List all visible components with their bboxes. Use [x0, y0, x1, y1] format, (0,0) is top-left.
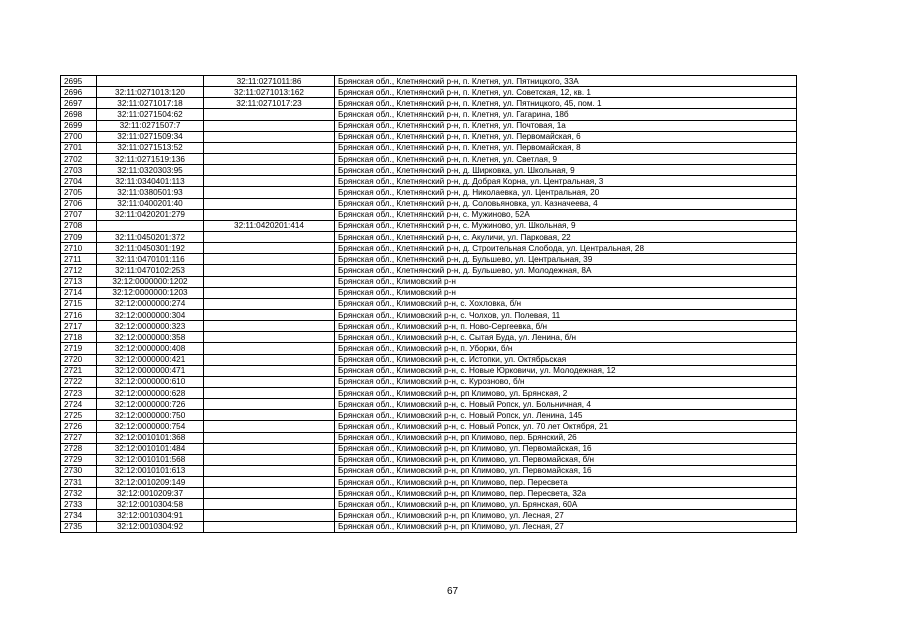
table-row [61, 410, 797, 421]
table-row [61, 187, 797, 198]
object-cadastral-number-cell [204, 265, 335, 276]
object-cadastral-number-cell [204, 254, 335, 265]
object-cadastral-number-cell [204, 443, 335, 454]
cadastral-number-cell: 32:11:0271509:34 [97, 131, 204, 142]
object-cadastral-number-cell [204, 521, 335, 532]
table-row [61, 465, 797, 476]
object-cadastral-number-cell [204, 477, 335, 488]
cadastral-number-cell: 32:12:0000000:1203 [97, 287, 204, 298]
row-number-cell: 2706 [61, 198, 97, 209]
cadastral-number-cell: 32:12:0010304:58 [97, 499, 204, 510]
object-cadastral-number-cell [204, 432, 335, 443]
object-cadastral-number-cell [204, 309, 335, 320]
row-number-cell: 2709 [61, 231, 97, 242]
object-cadastral-number-cell [204, 343, 335, 354]
row-number-cell: 2731 [61, 477, 97, 488]
table-row [61, 521, 797, 532]
cadastral-number-cell: 32:12:0000000:274 [97, 298, 204, 309]
table-row [61, 343, 797, 354]
table-row [61, 399, 797, 410]
table-row [61, 499, 797, 510]
object-cadastral-number-cell: 32:11:0271017:23 [204, 98, 335, 109]
table-row [61, 76, 797, 87]
table-row [61, 176, 797, 187]
cadastral-number-cell: 32:11:0271513:52 [97, 142, 204, 153]
table-row [61, 243, 797, 254]
cadastral-number-cell [97, 76, 204, 87]
address-cell: Брянская обл., Климовский р-н, рп Климово, ул. Брянская, 2 [335, 387, 797, 398]
row-number-cell: 2722 [61, 376, 97, 387]
row-number-cell: 2723 [61, 387, 97, 398]
object-cadastral-number-cell [204, 231, 335, 242]
address-cell: Брянская обл., Климовский р-н, рп Климово, ул. Лесная, 27 [335, 510, 797, 521]
cadastral-number-cell: 32:11:0271507:7 [97, 120, 204, 131]
table-row [61, 220, 797, 231]
row-number-cell: 2719 [61, 343, 97, 354]
cadastral-number-cell: 32:11:0380501:93 [97, 187, 204, 198]
object-cadastral-number-cell [204, 187, 335, 198]
cadastral-number-cell: 32:12:0010101:613 [97, 465, 204, 476]
row-number-cell: 2699 [61, 120, 97, 131]
address-cell: Брянская обл., Климовский р-н, рп Климово, ул. Лесная, 27 [335, 521, 797, 532]
table-row [61, 109, 797, 120]
address-cell: Брянская обл., Климовский р-н, рп Климово, пер. Пересвета [335, 477, 797, 488]
row-number-cell: 2715 [61, 298, 97, 309]
row-number-cell: 2724 [61, 399, 97, 410]
address-cell: Брянская обл., Клетнянский р-н, п. Клетня, ул. Первомайская, 8 [335, 142, 797, 153]
cadastral-number-cell: 32:12:0000000:358 [97, 332, 204, 343]
address-cell: Брянская обл., Климовский р-н, с. Чолхов, ул. Полевая, 11 [335, 309, 797, 320]
object-cadastral-number-cell [204, 321, 335, 332]
row-number-cell: 2707 [61, 209, 97, 220]
object-cadastral-number-cell [204, 131, 335, 142]
table-row [61, 510, 797, 521]
cadastral-register-table [60, 75, 797, 533]
row-number-cell: 2726 [61, 421, 97, 432]
object-cadastral-number-cell [204, 510, 335, 521]
object-cadastral-number-cell [204, 287, 335, 298]
table-row [61, 454, 797, 465]
address-cell: Брянская обл., Климовский р-н [335, 287, 797, 298]
cadastral-number-cell: 32:12:0000000:323 [97, 321, 204, 332]
address-cell: Брянская обл., Клетнянский р-н, д. Ширковка, ул. Школьная, 9 [335, 165, 797, 176]
object-cadastral-number-cell [204, 298, 335, 309]
table-row [61, 198, 797, 209]
table-row [61, 421, 797, 432]
cadastral-number-cell: 32:11:0271013:120 [97, 87, 204, 98]
row-number-cell: 2705 [61, 187, 97, 198]
row-number-cell: 2696 [61, 87, 97, 98]
object-cadastral-number-cell [204, 421, 335, 432]
table-row [61, 432, 797, 443]
object-cadastral-number-cell [204, 109, 335, 120]
object-cadastral-number-cell: 32:11:0271011:86 [204, 76, 335, 87]
row-number-cell: 2716 [61, 309, 97, 320]
address-cell: Брянская обл., Клетнянский р-н, п. Клетня, ул. Гагарина, 18б [335, 109, 797, 120]
address-cell: Брянская обл., Климовский р-н, с. Сытая Буда, ул. Ленина, б/н [335, 332, 797, 343]
table-row [61, 387, 797, 398]
table-row [61, 321, 797, 332]
address-cell: Брянская обл., Климовский р-н, рп Климово, ул. Брянская, 60А [335, 499, 797, 510]
address-cell: Брянская обл., Климовский р-н, с. Новый Ропск, ул. Больничная, 4 [335, 399, 797, 410]
row-number-cell: 2711 [61, 254, 97, 265]
page-number: 67 [446, 586, 459, 597]
address-cell: Брянская обл., Клетнянский р-н, с. Мужиново, 52А [335, 209, 797, 220]
cadastral-number-cell: 32:11:0400201:40 [97, 198, 204, 209]
object-cadastral-number-cell [204, 165, 335, 176]
row-number-cell: 2712 [61, 265, 97, 276]
object-cadastral-number-cell [204, 209, 335, 220]
table-body [61, 76, 797, 533]
address-cell: Брянская обл., Клетнянский р-н, д. Бульшево, ул. Молодежная, 8А [335, 265, 797, 276]
cadastral-number-cell: 32:11:0470101:116 [97, 254, 204, 265]
row-number-cell: 2729 [61, 454, 97, 465]
row-number-cell: 2714 [61, 287, 97, 298]
cadastral-number-cell: 32:11:0320303:95 [97, 165, 204, 176]
cadastral-number-cell: 32:12:0000000:750 [97, 410, 204, 421]
cadastral-number-cell: 32:12:0000000:471 [97, 365, 204, 376]
row-number-cell: 2721 [61, 365, 97, 376]
table-row [61, 165, 797, 176]
object-cadastral-number-cell [204, 332, 335, 343]
table-row [61, 354, 797, 365]
cadastral-number-cell: 32:12:0010209:149 [97, 477, 204, 488]
cadastral-number-cell: 32:11:0450201:372 [97, 231, 204, 242]
table-row [61, 153, 797, 164]
address-cell: Брянская обл., Клетнянский р-н, д. Строительная Слобода, ул. Центральная, 28 [335, 243, 797, 254]
table-row [61, 265, 797, 276]
row-number-cell: 2695 [61, 76, 97, 87]
object-cadastral-number-cell [204, 499, 335, 510]
cadastral-number-cell: 32:12:0010209:37 [97, 488, 204, 499]
cadastral-number-cell: 32:11:0271519:136 [97, 153, 204, 164]
address-cell: Брянская обл., Климовский р-н, с. Курознoво, б/н [335, 376, 797, 387]
row-number-cell: 2728 [61, 443, 97, 454]
row-number-cell: 2720 [61, 354, 97, 365]
address-cell: Брянская обл., Климовский р-н, п. Ново-Сергеевка, б/н [335, 321, 797, 332]
table-row [61, 276, 797, 287]
object-cadastral-number-cell [204, 354, 335, 365]
cadastral-number-cell: 32:12:0010101:368 [97, 432, 204, 443]
row-number-cell: 2718 [61, 332, 97, 343]
cadastral-number-cell: 32:12:0010304:92 [97, 521, 204, 532]
cadastral-number-cell: 32:11:0450301:192 [97, 243, 204, 254]
cadastral-number-cell [97, 220, 204, 231]
table-row [61, 488, 797, 499]
address-cell: Брянская обл., Климовский р-н, с. Хохловка, б/н [335, 298, 797, 309]
row-number-cell: 2725 [61, 410, 97, 421]
address-cell: Брянская обл., Климовский р-н, с. Истопки, ул. Октябрьская [335, 354, 797, 365]
row-number-cell: 2733 [61, 499, 97, 510]
address-cell: Брянская обл., Клетнянский р-н, п. Клетня, ул. Советская, 12, кв. 1 [335, 87, 797, 98]
address-cell: Брянская обл., Климовский р-н, с. Новые Юрковичи, ул. Молодежная, 12 [335, 365, 797, 376]
row-number-cell: 2698 [61, 109, 97, 120]
row-number-cell: 2708 [61, 220, 97, 231]
cadastral-number-cell: 32:12:0010304:91 [97, 510, 204, 521]
row-number-cell: 2735 [61, 521, 97, 532]
cadastral-number-cell: 32:12:0000000:610 [97, 376, 204, 387]
address-cell: Брянская обл., Климовский р-н, п. Уборки, б/н [335, 343, 797, 354]
table-row [61, 332, 797, 343]
address-cell: Брянская обл., Клетнянский р-н, п. Клетня, ул. Пятницкого, 33А [335, 76, 797, 87]
cadastral-number-cell: 32:12:0010101:568 [97, 454, 204, 465]
address-cell: Брянская обл., Климовский р-н, рп Климово, пер. Брянский, 26 [335, 432, 797, 443]
address-cell: Брянская обл., Климовский р-н, с. Новый Ропск, ул. 70 лет Октября, 21 [335, 421, 797, 432]
table-row [61, 87, 797, 98]
address-cell: Брянская обл., Клетнянский р-н, п. Клетня, ул. Первомайская, 6 [335, 131, 797, 142]
table-row [61, 131, 797, 142]
row-number-cell: 2710 [61, 243, 97, 254]
table-row [61, 209, 797, 220]
address-cell: Брянская обл., Климовский р-н, с. Новый Ропск, ул. Ленина, 145 [335, 410, 797, 421]
object-cadastral-number-cell [204, 488, 335, 499]
table-row [61, 477, 797, 488]
address-cell: Брянская обл., Клетнянский р-н, д. Добрая Корна, ул. Центральная, 3 [335, 176, 797, 187]
table-row [61, 142, 797, 153]
row-number-cell: 2727 [61, 432, 97, 443]
row-number-cell: 2730 [61, 465, 97, 476]
table-row [61, 98, 797, 109]
table-row [61, 287, 797, 298]
object-cadastral-number-cell [204, 142, 335, 153]
table-row [61, 298, 797, 309]
address-cell: Брянская обл., Климовский р-н, рп Климово, ул. Первомайская, 16 [335, 443, 797, 454]
object-cadastral-number-cell [204, 120, 335, 131]
row-number-cell: 2732 [61, 488, 97, 499]
object-cadastral-number-cell [204, 399, 335, 410]
row-number-cell: 2697 [61, 98, 97, 109]
object-cadastral-number-cell: 32:11:0271013:162 [204, 87, 335, 98]
address-cell: Брянская обл., Клетнянский р-н, д. Бульшево, ул. Центральная, 39 [335, 254, 797, 265]
object-cadastral-number-cell [204, 465, 335, 476]
object-cadastral-number-cell [204, 365, 335, 376]
cadastral-number-cell: 32:12:0010101:484 [97, 443, 204, 454]
cadastral-number-cell: 32:12:0000000:754 [97, 421, 204, 432]
row-number-cell: 2701 [61, 142, 97, 153]
address-cell: Брянская обл., Клетнянский р-н, с. Акуличи, ул. Парковая, 22 [335, 231, 797, 242]
cadastral-number-cell: 32:12:0000000:304 [97, 309, 204, 320]
object-cadastral-number-cell [204, 387, 335, 398]
object-cadastral-number-cell [204, 243, 335, 254]
address-cell: Брянская обл., Клетнянский р-н, д. Соловьяновка, ул. Казначеева, 4 [335, 198, 797, 209]
row-number-cell: 2713 [61, 276, 97, 287]
row-number-cell: 2703 [61, 165, 97, 176]
address-cell: Брянская обл., Клетнянский р-н, с. Мужиново, ул. Школьная, 9 [335, 220, 797, 231]
table-row [61, 231, 797, 242]
address-cell: Брянская обл., Клетнянский р-н, п. Клетня, ул. Пятницкого, 45, пом. 1 [335, 98, 797, 109]
object-cadastral-number-cell [204, 153, 335, 164]
cadastral-number-cell: 32:11:0470102:253 [97, 265, 204, 276]
address-cell: Брянская обл., Клетнянский р-н, п. Клетня, ул. Почтовая, 1а [335, 120, 797, 131]
address-cell: Брянская обл., Климовский р-н [335, 276, 797, 287]
table-row [61, 254, 797, 265]
cadastral-number-cell: 32:12:0000000:421 [97, 354, 204, 365]
address-cell: Брянская обл., Климовский р-н, рп Климово, ул. Первомайская, б/н [335, 454, 797, 465]
object-cadastral-number-cell [204, 176, 335, 187]
table-row [61, 376, 797, 387]
address-cell: Брянская обл., Климовский р-н, рп Климово, пер. Пересвета, 32а [335, 488, 797, 499]
table-row [61, 443, 797, 454]
table-row [61, 309, 797, 320]
address-cell: Брянская обл., Клетнянский р-н, д. Николаевка, ул. Центральная, 20 [335, 187, 797, 198]
cadastral-number-cell: 32:11:0340401:113 [97, 176, 204, 187]
object-cadastral-number-cell: 32:11:0420201:414 [204, 220, 335, 231]
address-cell: Брянская обл., Клетнянский р-н, п. Клетня, ул. Светлая, 9 [335, 153, 797, 164]
row-number-cell: 2717 [61, 321, 97, 332]
cadastral-number-cell: 32:11:0271504:62 [97, 109, 204, 120]
address-cell: Брянская обл., Климовский р-н, рп Климово, ул. Первомайская, 16 [335, 465, 797, 476]
row-number-cell: 2700 [61, 131, 97, 142]
row-number-cell: 2704 [61, 176, 97, 187]
object-cadastral-number-cell [204, 198, 335, 209]
object-cadastral-number-cell [204, 376, 335, 387]
object-cadastral-number-cell [204, 276, 335, 287]
cadastral-number-cell: 32:12:0000000:1202 [97, 276, 204, 287]
row-number-cell: 2734 [61, 510, 97, 521]
row-number-cell: 2702 [61, 153, 97, 164]
cadastral-number-cell: 32:11:0271017:18 [97, 98, 204, 109]
table-row [61, 365, 797, 376]
cadastral-number-cell: 32:12:0000000:408 [97, 343, 204, 354]
cadastral-number-cell: 32:12:0000000:726 [97, 399, 204, 410]
cadastral-number-cell: 32:11:0420201:279 [97, 209, 204, 220]
cadastral-number-cell: 32:12:0000000:628 [97, 387, 204, 398]
table-row [61, 120, 797, 131]
object-cadastral-number-cell [204, 454, 335, 465]
object-cadastral-number-cell [204, 410, 335, 421]
